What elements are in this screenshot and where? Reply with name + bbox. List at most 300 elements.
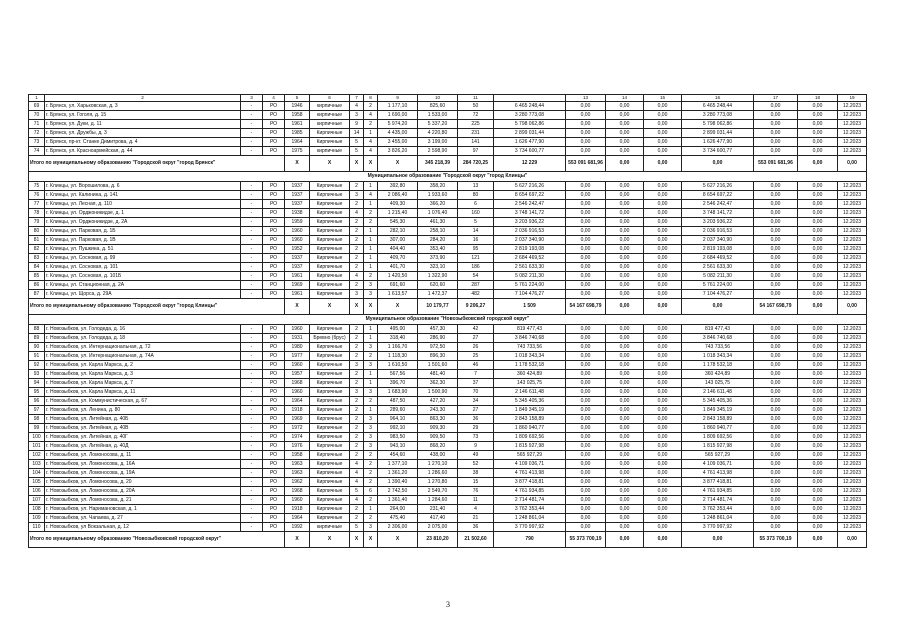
- table-cell: 1952: [285, 245, 310, 254]
- table-cell: 11: [458, 496, 494, 505]
- table-cell: 4: [364, 191, 378, 200]
- table-cell: 4: [364, 138, 378, 147]
- table-cell: 1961: [285, 272, 310, 281]
- table-cell: 4: [364, 111, 378, 120]
- table-cell: -: [241, 361, 263, 370]
- table-cell: 1: [364, 227, 378, 236]
- table-cell: 0,00: [606, 156, 644, 172]
- table-cell: 46: [458, 361, 494, 370]
- table-cell: 0,00: [682, 299, 754, 315]
- table-cell: Кирпичные: [310, 218, 350, 227]
- table-cell: 0,00: [566, 218, 606, 227]
- table-cell: -: [241, 379, 263, 388]
- table-cell: 360 424,89: [494, 370, 566, 379]
- table-cell: Кирпичные: [310, 254, 350, 263]
- table-cell: 0,00: [644, 129, 682, 138]
- table-row: [29, 343, 867, 352]
- table-cell: 0,00: [798, 281, 838, 290]
- table-cell: 0,00: [644, 442, 682, 451]
- table-cell: РО: [263, 263, 285, 272]
- table-cell: 345 218,39: [418, 156, 458, 172]
- table-cell: 12.2023: [838, 478, 867, 487]
- table-cell: 2 306,00: [378, 523, 418, 532]
- table-cell: 12.2023: [838, 343, 867, 352]
- table-cell: 21: [458, 514, 494, 523]
- table-cell: -: [241, 397, 263, 406]
- table-cell: Кирпичные: [310, 352, 350, 361]
- table-cell: г. Новозыбков, ул. Ломоносова, д. 21: [45, 496, 241, 505]
- table-cell: 0,00: [644, 182, 682, 191]
- table-cell: X: [285, 299, 310, 315]
- table-cell: 0,00: [644, 334, 682, 343]
- table-cell: 0,00: [606, 451, 644, 460]
- table-cell: 90: [29, 343, 45, 352]
- table-cell: 0,00: [754, 281, 798, 290]
- table-cell: 0,00: [798, 245, 838, 254]
- table-cell: 5 761 224,00: [494, 281, 566, 290]
- table-cell: 6 465 248,44: [494, 102, 566, 111]
- table-cell: 0,00: [754, 442, 798, 451]
- table-cell: 1961: [285, 290, 310, 299]
- table-cell: 318,40: [378, 334, 418, 343]
- table-cell: 0,00: [644, 299, 682, 315]
- table-cell: 0,00: [606, 263, 644, 272]
- table-cell: 0,00: [798, 263, 838, 272]
- table-cell: 0,00: [566, 325, 606, 334]
- table-cell: 0,00: [754, 182, 798, 191]
- table-cell: 360 424,89: [682, 370, 754, 379]
- table-cell: 15: [644, 95, 682, 102]
- table-cell: 909,30: [418, 424, 458, 433]
- table-row: [29, 281, 867, 290]
- table-cell: 1931: [285, 334, 310, 343]
- table-cell: 1938: [285, 209, 310, 218]
- table-cell: 0,00: [798, 120, 838, 129]
- table-cell: 1: [364, 379, 378, 388]
- table-cell: 1 178 532,18: [682, 361, 754, 370]
- table-cell: 74: [29, 147, 45, 156]
- table-cell: г. Новозыбков, ул. Карла Маркса, д. 3: [45, 370, 241, 379]
- table-cell: 0,00: [798, 290, 838, 299]
- table-cell: г. Клинцы, ул. Пушкина, д. 51: [45, 245, 241, 254]
- table-cell: 3 734 600,77: [494, 147, 566, 156]
- table-cell: 0,00: [798, 361, 838, 370]
- table-cell: 12.2023: [838, 236, 867, 245]
- table-cell: 1960: [285, 236, 310, 245]
- table-cell: 3 455,00: [378, 138, 418, 147]
- table-cell: 0,00: [798, 532, 838, 548]
- table-cell: РО: [263, 290, 285, 299]
- table-cell: 70: [29, 111, 45, 120]
- total-row: [29, 299, 867, 315]
- table-cell: 461,30: [418, 218, 458, 227]
- table-cell: Кирпичные: [310, 514, 350, 523]
- table-cell: 2: [350, 433, 364, 442]
- table-cell: 0,00: [754, 343, 798, 352]
- table-cell: 14: [350, 129, 364, 138]
- table-cell: 1 361,40: [378, 496, 418, 505]
- table-cell: -: [241, 120, 263, 129]
- table-cell: 1: [364, 254, 378, 263]
- table-cell: 85: [29, 272, 45, 281]
- table-cell: 16: [682, 95, 754, 102]
- table-cell: 0,00: [754, 496, 798, 505]
- table-cell: 0,00: [754, 415, 798, 424]
- table-cell: Кирпичные: [310, 433, 350, 442]
- table-cell: 1974: [285, 433, 310, 442]
- table-cell: РО: [263, 209, 285, 218]
- table-cell: 3: [350, 388, 364, 397]
- table-cell: 103: [29, 460, 45, 469]
- table-cell: 1 509: [494, 299, 566, 315]
- table-cell: Муниципальное образование "Городской округ "город Клинцы": [29, 172, 867, 182]
- table-cell: 409,70: [378, 254, 418, 263]
- table-cell: 54: [458, 272, 494, 281]
- table-cell: г. Новозыбков, ул. Литейная, д. 40Г: [45, 433, 241, 442]
- table-cell: 2: [350, 200, 364, 209]
- table-cell: 3 203 936,22: [682, 218, 754, 227]
- table-cell: 0,00: [644, 218, 682, 227]
- table-cell: 1 286,60: [418, 469, 458, 478]
- table-cell: 1 472,37: [418, 290, 458, 299]
- table-cell: 2: [350, 343, 364, 352]
- table-cell: 0,00: [644, 487, 682, 496]
- table-cell: 2: [350, 370, 364, 379]
- table-cell: Итого по муниципальному образованию "Городской округ "город Брянск": [29, 156, 285, 172]
- housing-table: [28, 94, 867, 548]
- table-cell: РО: [263, 120, 285, 129]
- table-cell: 98: [29, 415, 45, 424]
- total-row: [29, 532, 867, 548]
- table-cell: 2: [350, 424, 364, 433]
- table-cell: 4 109 036,71: [682, 460, 754, 469]
- table-cell: 0,00: [798, 200, 838, 209]
- table-row: [29, 236, 867, 245]
- table-cell: 1958: [285, 111, 310, 120]
- table-cell: г. Новозыбков, ул. Литейная, д. 40Д: [45, 442, 241, 451]
- table-cell: 3 826,20: [378, 147, 418, 156]
- table-cell: 284 720,25: [458, 156, 494, 172]
- table-cell: 102: [29, 451, 45, 460]
- table-cell: 0,00: [606, 182, 644, 191]
- table-cell: Кирпичные: [310, 415, 350, 424]
- table-cell: 3: [350, 290, 364, 299]
- table-cell: 13: [458, 182, 494, 191]
- table-row: [29, 478, 867, 487]
- table-row: [29, 370, 867, 379]
- table-cell: 5: [350, 487, 364, 496]
- table-cell: 2 598,90: [418, 147, 458, 156]
- table-cell: 0,00: [566, 334, 606, 343]
- table-cell: 4 761 934,85: [494, 487, 566, 496]
- table-cell: 2: [364, 460, 378, 469]
- table-cell: 0,00: [798, 514, 838, 523]
- table-cell: 5 798 062,86: [682, 120, 754, 129]
- table-cell: 77: [29, 200, 45, 209]
- table-cell: 2: [350, 406, 364, 415]
- table-cell: РО: [263, 469, 285, 478]
- table-cell: 12.2023: [838, 191, 867, 200]
- table-cell: 0,00: [644, 415, 682, 424]
- table-cell: 12.2023: [838, 272, 867, 281]
- table-cell: 0,00: [798, 415, 838, 424]
- table-cell: 2: [364, 397, 378, 406]
- table-cell: 2 561 633,30: [682, 263, 754, 272]
- table-cell: 71: [29, 120, 45, 129]
- table-cell: 34: [458, 397, 494, 406]
- table-cell: 0,00: [644, 496, 682, 505]
- table-cell: 2 899 031,44: [682, 129, 754, 138]
- table-cell: 868,20: [418, 442, 458, 451]
- table-cell: 3 280 773,08: [494, 111, 566, 120]
- table-cell: г. Клинцы, ул. Парковая, д. 1Б: [45, 227, 241, 236]
- table-cell: 5 082 211,30: [682, 272, 754, 281]
- table-cell: 0,00: [606, 496, 644, 505]
- table-cell: 1960: [285, 496, 310, 505]
- table-cell: 12.2023: [838, 334, 867, 343]
- table-cell: 0,00: [798, 379, 838, 388]
- table-cell: 0,00: [798, 325, 838, 334]
- table-cell: 0,00: [798, 388, 838, 397]
- table-row: [29, 487, 867, 496]
- table-cell: 3: [350, 111, 364, 120]
- table-cell: 3: [350, 191, 364, 200]
- table-cell: 0,00: [606, 343, 644, 352]
- table-cell: 0,00: [754, 397, 798, 406]
- table-cell: 3 770 997,92: [682, 523, 754, 532]
- table-cell: 3: [364, 415, 378, 424]
- table-cell: 1 860 940,77: [494, 424, 566, 433]
- table-cell: 2: [364, 120, 378, 129]
- table-cell: 264,00: [378, 505, 418, 514]
- table-cell: 3: [364, 343, 378, 352]
- table-cell: 12.2023: [838, 424, 867, 433]
- table-cell: 358,20: [418, 182, 458, 191]
- table-cell: 1 626 477,90: [682, 138, 754, 147]
- table-cell: -: [241, 505, 263, 514]
- table-cell: 5: [350, 147, 364, 156]
- table-cell: Кирпичные: [310, 442, 350, 451]
- table-cell: 3: [364, 290, 378, 299]
- table-cell: 2: [364, 218, 378, 227]
- table-cell: 95: [458, 245, 494, 254]
- table-cell: 0,00: [798, 478, 838, 487]
- table-cell: РО: [263, 379, 285, 388]
- table-cell: 896,30: [418, 352, 458, 361]
- table-cell: 12.2023: [838, 111, 867, 120]
- table-cell: г. Брянск, ул. Красноармейская, д. 44: [45, 147, 241, 156]
- table-cell: -: [241, 514, 263, 523]
- table-cell: -: [241, 352, 263, 361]
- table-cell: 12.2023: [838, 361, 867, 370]
- table-cell: 15: [458, 478, 494, 487]
- table-cell: 101: [29, 442, 45, 451]
- table-cell: 1957: [285, 370, 310, 379]
- table-cell: г. Клинцы, ул. Сосновая, д. 99: [45, 254, 241, 263]
- table-cell: РО: [263, 424, 285, 433]
- table-cell: 0,00: [606, 532, 644, 548]
- table-cell: 1 690,00: [378, 111, 418, 120]
- table-cell: 0,00: [754, 200, 798, 209]
- table-cell: 12.2023: [838, 218, 867, 227]
- table-cell: 482: [458, 290, 494, 299]
- table-cell: 1937: [285, 191, 310, 200]
- table-cell: 0,00: [838, 299, 867, 315]
- table-cell: 1964: [285, 138, 310, 147]
- table-cell: 620,60: [418, 281, 458, 290]
- section-heading-row: [29, 315, 867, 325]
- table-row: [29, 388, 867, 397]
- table-cell: 1980: [285, 343, 310, 352]
- table-cell: 1 815 927,98: [494, 442, 566, 451]
- table-cell: -: [241, 102, 263, 111]
- table-cell: кирпичные: [310, 523, 350, 532]
- table-cell: 3: [364, 523, 378, 532]
- table-cell: 1 215,40: [378, 209, 418, 218]
- table-cell: 1 178 532,18: [494, 361, 566, 370]
- total-row: [29, 156, 867, 172]
- table-cell: 983,50: [378, 433, 418, 442]
- table-row: [29, 352, 867, 361]
- table-cell: 73: [29, 138, 45, 147]
- table-cell: г. Брянск, ул. Дуки, д. 11: [45, 120, 241, 129]
- table-cell: 0,00: [754, 370, 798, 379]
- table-cell: 12.2023: [838, 245, 867, 254]
- table-cell: 0,00: [566, 254, 606, 263]
- table-cell: 4 761 413,98: [494, 469, 566, 478]
- table-cell: 0,00: [798, 469, 838, 478]
- table-cell: 2 819 193,08: [494, 245, 566, 254]
- table-cell: 12.2023: [838, 433, 867, 442]
- table-cell: 2 146 611,48: [682, 388, 754, 397]
- table-row: [29, 397, 867, 406]
- table-cell: 38: [458, 469, 494, 478]
- table-cell: 3 877 418,81: [494, 478, 566, 487]
- table-cell: Кирпичные: [310, 272, 350, 281]
- table-cell: 2 714 481,74: [494, 496, 566, 505]
- table-cell: 3: [364, 442, 378, 451]
- table-cell: 12.2023: [838, 442, 867, 451]
- table-cell: 78: [29, 209, 45, 218]
- table-cell: 3 846 740,68: [494, 334, 566, 343]
- table-cell: 0,00: [644, 227, 682, 236]
- table-cell: 0,00: [566, 478, 606, 487]
- table-cell: 0,00: [606, 290, 644, 299]
- table-cell: 1969: [285, 281, 310, 290]
- table-cell: -: [241, 138, 263, 147]
- table-cell: X: [310, 532, 350, 548]
- table-cell: РО: [263, 343, 285, 352]
- table-cell: 0,00: [644, 200, 682, 209]
- table-cell: 225: [458, 120, 494, 129]
- table-cell: 1946: [285, 102, 310, 111]
- table-cell: 0,00: [566, 460, 606, 469]
- table-cell: -: [241, 218, 263, 227]
- table-cell: 3 770 997,92: [494, 523, 566, 532]
- table-row: [29, 191, 867, 200]
- table-cell: 1: [364, 200, 378, 209]
- table-cell: 9: [378, 95, 418, 102]
- table-row: [29, 209, 867, 218]
- table-cell: 7: [458, 370, 494, 379]
- table-cell: 16: [458, 236, 494, 245]
- table-cell: 12.2023: [838, 281, 867, 290]
- table-cell: 2: [350, 263, 364, 272]
- table-cell: 2: [350, 218, 364, 227]
- table-cell: 0,00: [798, 370, 838, 379]
- table-row: [29, 415, 867, 424]
- table-cell: 0,00: [644, 343, 682, 352]
- table-cell: 0,00: [566, 361, 606, 370]
- table-cell: 0,00: [566, 442, 606, 451]
- table-cell: 286,90: [418, 334, 458, 343]
- table-cell: 819 477,43: [682, 325, 754, 334]
- table-cell: 2: [364, 451, 378, 460]
- table-cell: 4: [350, 209, 364, 218]
- table-cell: 2: [350, 505, 364, 514]
- table-cell: 7 104 476,27: [494, 290, 566, 299]
- table-cell: 4: [350, 478, 364, 487]
- table-cell: 89: [29, 334, 45, 343]
- table-cell: 9: [458, 442, 494, 451]
- table-cell: 0,00: [606, 218, 644, 227]
- table-cell: 0,00: [606, 272, 644, 281]
- table-cell: 8: [364, 95, 378, 102]
- table-cell: Кирпичные: [310, 182, 350, 191]
- table-cell: 943,10: [378, 442, 418, 451]
- table-cell: 0,00: [798, 254, 838, 263]
- table-cell: 1 501,60: [418, 361, 458, 370]
- table-cell: г. Новозыбков, ул. Ломоносова, д. 16А: [45, 460, 241, 469]
- table-cell: 4: [364, 147, 378, 156]
- table-cell: 284,20: [418, 236, 458, 245]
- table-cell: 2: [350, 325, 364, 334]
- table-cell: 2: [350, 514, 364, 523]
- table-cell: 1 500,90: [418, 388, 458, 397]
- table-cell: 0,00: [682, 156, 754, 172]
- table-cell: 2: [350, 334, 364, 343]
- table-cell: 567,56: [378, 370, 418, 379]
- table-cell: Кирпичные: [310, 245, 350, 254]
- table-cell: 282,10: [378, 227, 418, 236]
- table-cell: 2: [364, 469, 378, 478]
- table-cell: X: [364, 156, 378, 172]
- table-cell: 2 037 340,90: [682, 236, 754, 245]
- table-cell: г. Новозыбков, ул. Карла Маркса, д. 2: [45, 361, 241, 370]
- table-cell: 12.2023: [838, 102, 867, 111]
- table-cell: Кирпичные: [310, 200, 350, 209]
- table-cell: 1977: [285, 352, 310, 361]
- table-cell: 0,00: [566, 487, 606, 496]
- table-row: [29, 182, 867, 191]
- table-cell: 0,00: [754, 138, 798, 147]
- table-cell: 12.2023: [838, 469, 867, 478]
- table-cell: 2: [350, 352, 364, 361]
- table-cell: Кирпичные: [310, 281, 350, 290]
- table-cell: 143 025,75: [682, 379, 754, 388]
- table-cell: 1 248 861,04: [494, 514, 566, 523]
- table-cell: 12.2023: [838, 263, 867, 272]
- table-cell: 409,30: [378, 200, 418, 209]
- table-cell: 21 502,60: [458, 532, 494, 548]
- table-cell: 2: [350, 182, 364, 191]
- table-cell: 12.2023: [838, 397, 867, 406]
- table-cell: 1 361,20: [378, 469, 418, 478]
- table-cell: 289,60: [378, 406, 418, 415]
- table-cell: 3 762 353,44: [682, 505, 754, 514]
- table-cell: -: [241, 343, 263, 352]
- table-cell: 12.2023: [838, 352, 867, 361]
